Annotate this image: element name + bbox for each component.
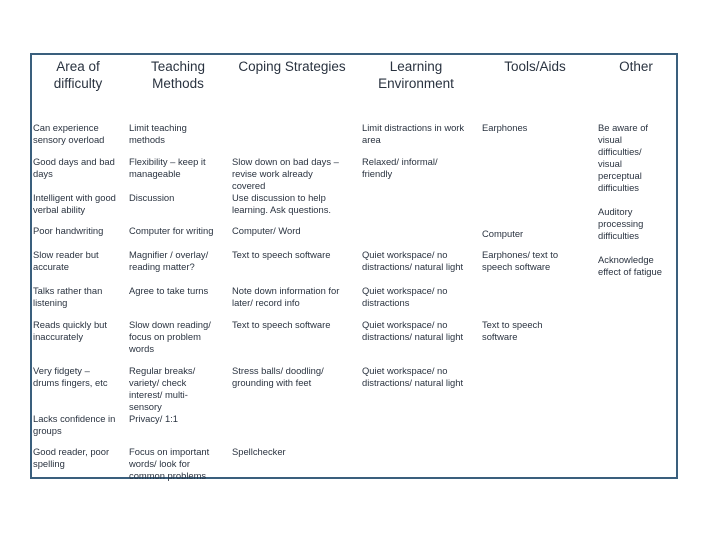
- learning-quiet-3: Quiet workspace/ no distractions/ natural light: [362, 319, 464, 342]
- area-verbal-ability: Intelligent with good verbal ability: [33, 192, 116, 215]
- learning-quiet-1: Quiet workspace/ no distractions/ natural light: [362, 249, 464, 272]
- teaching-discussion: Discussion: [129, 192, 175, 203]
- coping-spellchecker: Spellchecker: [232, 446, 286, 457]
- learning-relaxed: Relaxed/ informal/ friendly: [362, 156, 438, 179]
- area-good-bad-days: Good days and bad days: [33, 156, 115, 179]
- other-auditory-processing: Auditory processing difficulties: [598, 206, 644, 241]
- header-other: Other: [619, 59, 653, 74]
- teaching-limit-methods: Limit teaching methods: [129, 122, 187, 145]
- teaching-take-turns: Agree to take turns: [129, 285, 209, 296]
- learning-quiet-4: Quiet workspace/ no distractions/ natural light: [362, 365, 464, 388]
- tools-earphones-tts: Earphones/ text to speech software: [482, 249, 559, 272]
- header-teaching-methods: Teaching Methods: [150, 59, 206, 91]
- coping-text-to-speech-1: Text to speech software: [232, 249, 331, 260]
- teaching-computer-writing: Computer for writing: [129, 225, 214, 236]
- header-coping-strategies: Coping Strategies: [238, 59, 346, 74]
- tools-computer: Computer: [482, 228, 524, 239]
- other-fatigue: Acknowledge effect of fatigue: [598, 254, 662, 277]
- teaching-flexibility: Flexibility – keep it manageable: [129, 156, 206, 179]
- coping-slow-down: Slow down on bad days – revise work already covered Use discussion to help learning. Ask questions.: [232, 156, 339, 215]
- coping-text-to-speech-2: Text to speech software: [232, 319, 331, 330]
- coping-stress-balls: Stress balls/ doodling/ grounding with feet: [232, 365, 324, 388]
- table-frame: [30, 53, 678, 479]
- area-sensory-overload: Can experience sensory overload: [33, 122, 105, 145]
- teaching-regular-breaks: Regular breaks/ variety/ check interest/ multi- sensory Privacy/ 1:1: [129, 365, 196, 424]
- header-area-of-difficulty: Area of difficulty: [53, 59, 103, 91]
- area-reads-inaccurately: Reads quickly but inaccurately: [33, 319, 107, 342]
- tools-earphones: Earphones: [482, 122, 528, 133]
- header-tools-aids: Tools/Aids: [504, 59, 566, 74]
- area-talks-not-listening: Talks rather than listening: [33, 285, 103, 308]
- teaching-magnifier: Magnifier / overlay/ reading matter?: [129, 249, 209, 272]
- tools-text-to-speech: Text to speech software: [482, 319, 543, 342]
- area-slow-reader: Slow reader but accurate: [33, 249, 99, 272]
- area-lacks-confidence: Lacks confidence in groups: [33, 413, 116, 436]
- header-learning-environment: Learning Environment: [378, 59, 454, 91]
- teaching-important-words: Focus on important words/ look for common problems: [129, 446, 210, 481]
- area-fidgety: Very fidgety – drums fingers, etc: [33, 365, 108, 388]
- coping-computer-word: Computer/ Word: [232, 225, 301, 236]
- coping-note-down: Note down information for later/ record info: [232, 285, 340, 308]
- area-poor-spelling: Good reader, poor spelling: [33, 446, 110, 469]
- teaching-slow-reading: Slow down reading/ focus on problem words: [129, 319, 211, 354]
- learning-limit-distractions: Limit distractions in work area: [362, 122, 465, 145]
- learning-quiet-2: Quiet workspace/ no distractions: [362, 285, 448, 308]
- other-visual-difficulties: Be aware of visual difficulties/ visual perceptual difficulties: [598, 122, 649, 193]
- area-poor-handwriting: Poor handwriting: [33, 225, 104, 236]
